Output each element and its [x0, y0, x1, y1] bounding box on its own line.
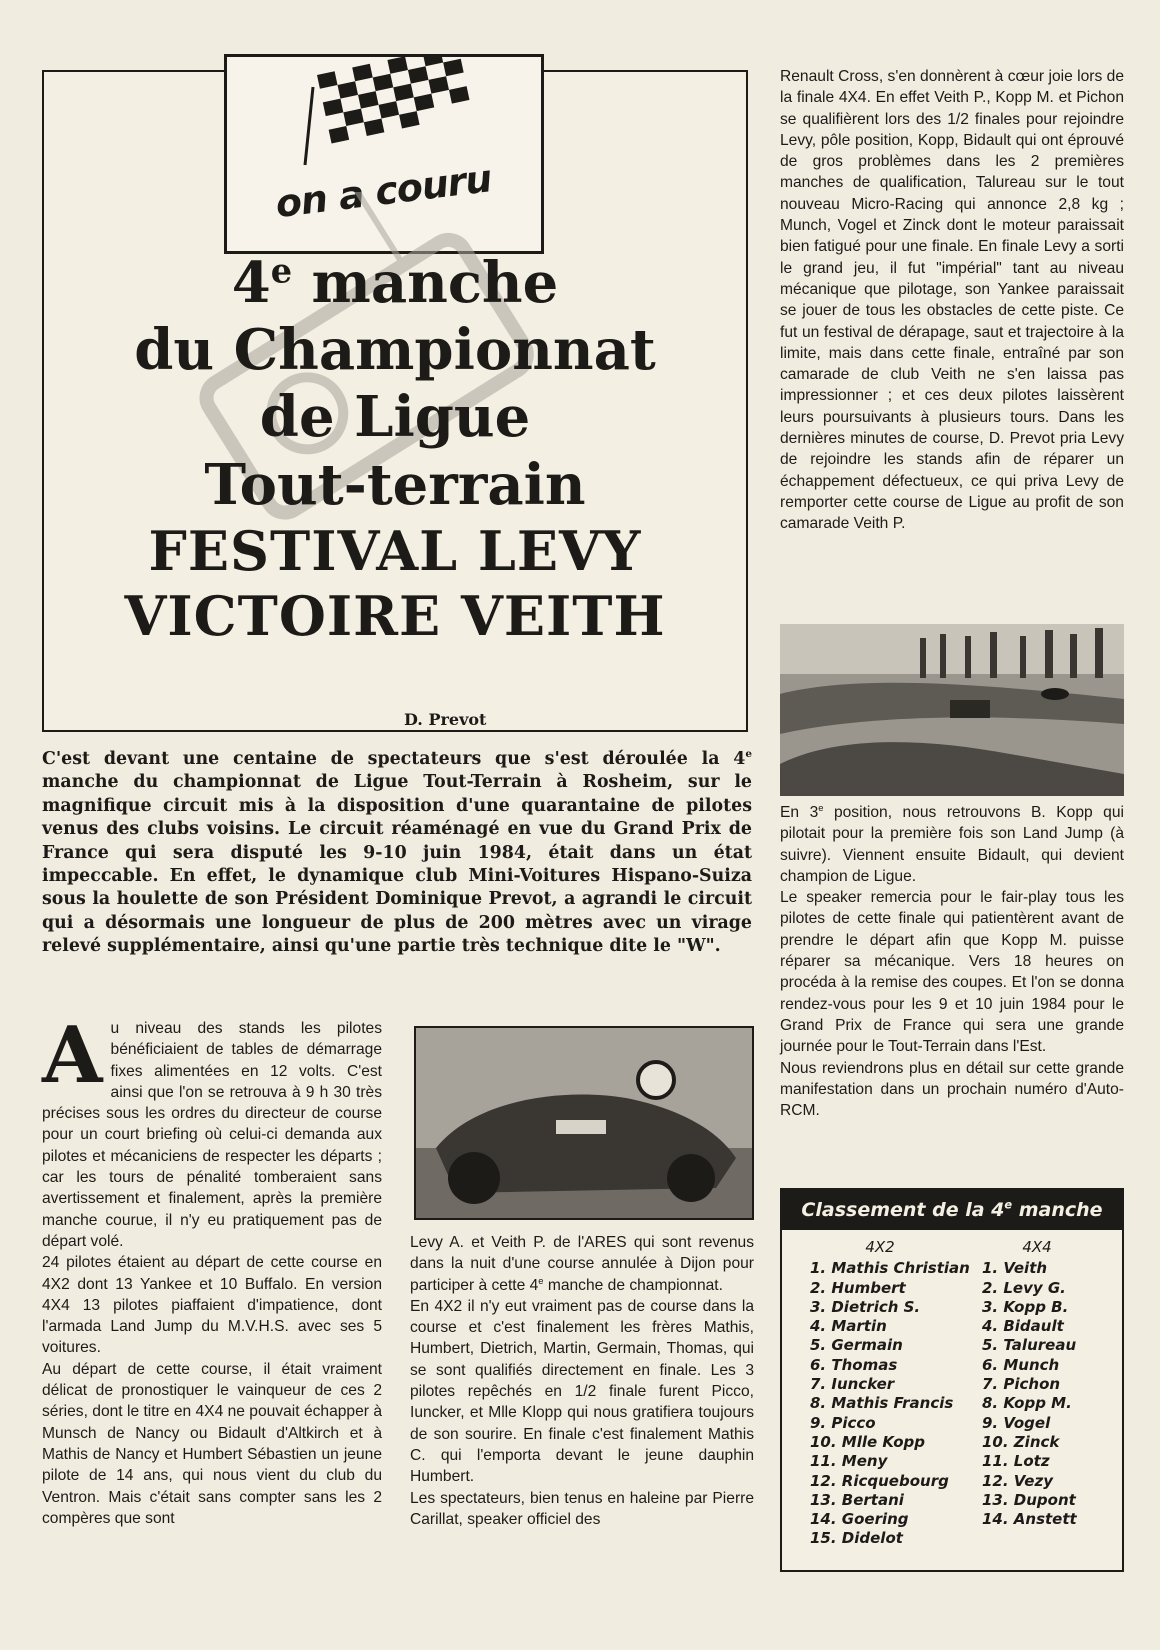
- result-row: 10. Mlle Kopp: [810, 1432, 925, 1451]
- drop-cap: A: [42, 1010, 103, 1101]
- result-row: 2. Levy G.: [982, 1278, 1066, 1297]
- rc-car-photo: [414, 1026, 754, 1220]
- title-box: [42, 70, 748, 732]
- result-row: 14. Anstett: [982, 1510, 1077, 1529]
- result-row: 13. Dupont: [982, 1490, 1076, 1509]
- race-track-photo: [780, 624, 1124, 796]
- paragraph: 24 pilotes étaient au départ de cette course en 4X2 dont 13 Yankee et 10 Buffalo. En version 4X4 13 pilotes piaffaient d'impatience, dont l'armada Land Jump du M.V.H.S. avec ses 5 voitures.: [42, 1254, 382, 1357]
- paragraph: Nous reviendrons plus en détail sur cette grande manifestation dans un prochain numéro d'Auto-RCM.: [780, 1059, 1124, 1120]
- result-row: 7. Pichon: [982, 1375, 1061, 1394]
- result-row: 8. Kopp M.: [982, 1394, 1072, 1413]
- results-title: Classement de la 4e manche: [782, 1190, 1122, 1230]
- paragraph: u niveau des stands les pilotes bénéficiaient de tables de démarrage fixes alimentées en 12 volts. C'est ainsi que l'on se retrouva à 9 h 30 très précises sous les ordres du directeur de course pour un court briefing où celui-ci demanda aux pilotes et mécaniciens de respecter les départs ; car les tours de pénalité tomberaient sans avertissement et finalement, après la première manche courue, il n'y eu pratiquement pas de départ volé.: [42, 1020, 382, 1250]
- result-row: 1. Mathis Christian: [810, 1259, 970, 1278]
- results-column-4x2: [810, 1238, 980, 1549]
- column-header: 4X4: [1022, 1238, 1052, 1256]
- result-row: 12. Ricquebourg: [810, 1471, 949, 1490]
- headline-line-5: FESTIVAL LEVY: [148, 518, 642, 583]
- result-row: 11. Meny: [810, 1452, 888, 1471]
- column-right-bottom: [780, 802, 1124, 1121]
- photo-caption: En 3e position, nous retrouvons B. Kopp qui pilotait pour la première fois son Land Jump (à suivre). Viennent ensuite Bidault, qui devient champion de Ligue.: [780, 802, 1124, 885]
- result-row: 6. Munch: [982, 1355, 1060, 1374]
- result-row: 5. Germain: [810, 1336, 903, 1355]
- lead-paragraph: C'est devant une centaine de spectateurs que s'est déroulée la 4e manche du championnat de Ligue Tout-Terrain à Rosheim, sur le magnifique circuit mis à la disposition d'une quarantaine de pilotes venus des clubs voisins. Le circuit réaménagé en vue du Grand Prix de France qui sera disputé les 9-10 juin 1984, était dans un état impeccable. En effet, le dynamique club Mini-Voitures Hispano-Suiza sous la houlette de son Président Dominique Prevot, a agrandi le circuit qui a désormais une longueur de plus de 200 mètres avec un virage relevé supplémentaire, ainsi qu'une partie très technique dite le "W".: [42, 748, 752, 957]
- result-row: 6. Thomas: [810, 1355, 898, 1374]
- photo-caption: Levy A. et Veith P. de l'ARES qui sont revenus dans la nuit d'une course annulée à Dijon pour participer à cette 4e manche de championnat.: [410, 1234, 754, 1294]
- result-row: 3. Kopp B.: [982, 1297, 1069, 1316]
- headline-line-4: Tout-terrain: [204, 451, 586, 518]
- column-right-top: [780, 66, 1124, 535]
- result-row: 2. Humbert: [810, 1278, 906, 1297]
- result-row: 3. Dietrich S.: [810, 1297, 921, 1316]
- byline: D. Prevot: [404, 710, 487, 729]
- result-row: 1. Veith: [982, 1259, 1048, 1278]
- result-row: 9. Vogel: [982, 1413, 1051, 1432]
- result-row: 13. Bertani: [810, 1490, 904, 1509]
- column-left: [42, 1010, 382, 1529]
- result-row: 5. Talureau: [982, 1336, 1077, 1355]
- result-row: 7. Iuncker: [810, 1375, 895, 1394]
- result-row: 10. Zinck: [982, 1432, 1060, 1451]
- paragraph: Les spectateurs, bien tenus en haleine par Pierre Carillat, speaker officiel des: [410, 1489, 754, 1528]
- headline-line-6: VICTOIRE VEITH: [124, 583, 666, 648]
- result-row: 8. Mathis Francis: [810, 1394, 954, 1413]
- paragraph: Le speaker remercia pour le fair-play tous les pilotes de cette finale qui patientèrent avant de prendre le départ afin que Kopp M. puisse réparer sa mécanique. Vers 18 heures on procéda à la remise des coupes. Et l'on se donna rendez-vous pour les 9 et 10 juin 1984 pour le Grand Prix de France qui sera une grande journée pour le Tout-Terrain dans l'Est.: [780, 889, 1124, 1056]
- result-row: 9. Picco: [810, 1413, 876, 1432]
- result-row: 11. Lotz: [982, 1452, 1050, 1471]
- results-column-4x4: [982, 1238, 1122, 1529]
- result-row: 14. Goering: [810, 1510, 909, 1529]
- headline-line-3: de Ligue: [259, 384, 531, 451]
- results-table: [780, 1188, 1124, 1572]
- column-middle: [410, 1232, 754, 1530]
- paragraph: Renault Cross, s'en donnèrent à cœur joie lors de la finale 4X4. En effet Veith P., Kopp M. et Pichon se qualifièrent lors des 1/2 finales pour rejoindre Levy, pôle position, Kopp, Bidault qui ont éprouvé de gros problèmes dans les 2 premières manches de qualification, Talureau sur le tout nouveau Micro-Racing qui annonce 2,8 kg ; Munch, Vogel et Zinck dont le moteur paraissait bien fatigué pour une finale. En finale Levy a sorti le grand jeu, il fut "impérial" tant au niveau mécanique que pilotage, son Yankee paraissait se jouer de tous les obstacles de cette piste. Ce fut un festival de dérapage, saut et trajectoire à la limite, mais dans cette finale, entraîné par son camarade de club Veith ne s'en laissa pas impressionner ; et ces deux pilotes laissèrent leurs poursuivants à plusieurs tours. Dans les dernières minutes de course, D. Prevot pria Levy de rejoindre les stands afin de réparer un échappement défectueux, ce qui priva Levy de remporter cette course de Ligue au profit de son camarade Veith P.: [780, 68, 1124, 533]
- column-header: 4X2: [865, 1238, 895, 1256]
- result-row: 15. Didelot: [810, 1529, 903, 1548]
- headline-line-1: 4e manche: [231, 250, 559, 316]
- headline-line-2: du Championnat: [134, 317, 656, 384]
- result-row: 4. Bidault: [982, 1317, 1064, 1336]
- result-row: 4. Martin: [810, 1317, 887, 1336]
- paragraph: En 4X2 il n'y eut vraiment pas de course dans la course et c'est finalement les frères Mathis, Humbert, Dietrich, Martin, Germain, Thomas, qui se sont qualifiés directement en finale. Les 3 pilotes repêchés en 1/2 finale furent Picco, Iuncker, et Mlle Klopp qui nous gratifiera toujours de son sourire. En finale c'est finalement Mathis C. qui l'emporta devant le jeune dauphin Humbert.: [410, 1297, 754, 1486]
- headline: [44, 250, 746, 648]
- paragraph: Au départ de cette course, il était vraiment délicat de pronostiquer le vainqueur de ces 2 séries, dont le titre en 4X4 ne pouvait échapper à Munsch de Nancy ou Bidault d'Altkirch et à Mathis de Nancy et Humbert Sébastien un jeune pilote de 14 ans, qui nous vient du club du Ventron. Mais c'était sans compter sans les 2 compères que sont: [42, 1360, 382, 1527]
- badge-text: on a couru: [273, 156, 494, 227]
- result-row: 12. Vezy: [982, 1471, 1053, 1490]
